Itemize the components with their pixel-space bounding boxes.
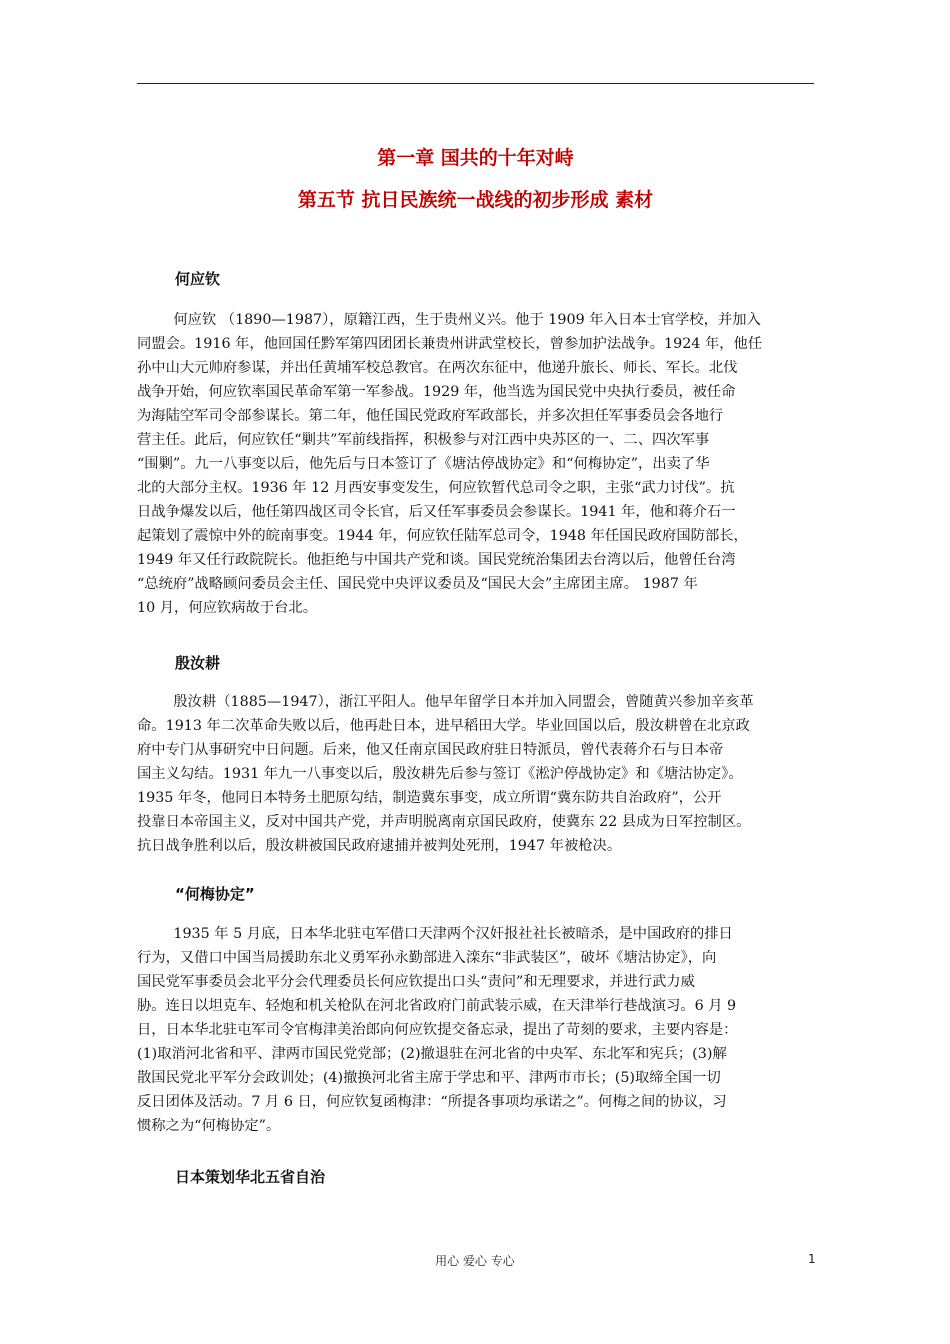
header-rule <box>137 83 814 84</box>
paragraph-line: 1935 年 5 月底，日本华北驻屯军借口天津两个汉奸报社社长被暗杀，是中国政府的排日 <box>137 926 733 942</box>
paragraph-line: 战争开始，何应钦率国民革命军第一军参战。1929 年，他当选为国民党中央执行委员，被任命 <box>137 384 736 400</box>
paragraph-line: 10 月，何应钦病故于台北。 <box>137 600 318 616</box>
section-title: 第五节 抗日民族统一战线的初步形成 素材 <box>297 189 654 211</box>
paragraph-line: 投靠日本帝国主义，反对中国共产党，并声明脱离南京国民政府，使冀东 22 县成为日军控制区。 <box>137 814 751 830</box>
heading-north-china-autonomy: 日本策划华北五省自治 <box>175 1168 326 1186</box>
paragraph-he-yingqin <box>137 308 815 620</box>
paragraph-line: 散国民党北平军分会政训处；(4)撤换河北省主席于学忠和平、津两市市长；(5)取缔全国一切 <box>137 1070 721 1086</box>
paragraph-line: 府中专门从事研究中日问题。后来，他又任南京国民政府驻日特派员，曾代表蒋介石与日本帝 <box>137 742 724 758</box>
paragraph-line: 日战争爆发以后，他任第四战区司令长官，后又任军事委员会参谋长。1941 年，他和蒋介石一 <box>137 504 736 520</box>
paragraph-line: 北的大部分主权。1936 年 12 月西安事变发生，何应钦暂代总司令之职，主张“武力讨伐”。抗 <box>137 480 735 496</box>
heading-yin-rugeng: 殷汝耕 <box>175 654 221 672</box>
paragraph-line: 1935 年冬，他同日本特务土肥原勾结，制造冀东事变，成立所谓“冀东防共自治政府”，公开 <box>137 790 722 806</box>
paragraph-line: (1)取消河北省和平、津两市国民党党部；(2)撤退驻在河北省的中央军、东北军和宪兵；(3)解 <box>137 1046 727 1062</box>
paragraph-line: 胁。连日以坦克车、轻炮和机关枪队在河北省政府门前武装示威，在天津举行巷战演习。6 月 9 <box>137 998 737 1014</box>
paragraph-line: 殷汝耕（1885—1947），浙江平阳人。他早年留学日本并加入同盟会，曾随黄兴参加辛亥革 <box>137 694 754 710</box>
paragraph-line: 营主任。此后，何应钦任“剿共”军前线指挥，积极参与对江西中央苏区的一、二、四次军事 <box>137 432 710 448</box>
paragraph-line: “总统府”战略顾问委员会主任、国民党中央评议委员及“国民大会”主席团主席。 1987 年 <box>137 576 698 592</box>
chapter-title: 第一章 国共的十年对峙 <box>377 147 574 169</box>
paragraph-line: “围剿”。九一八事变以后，他先后与日本签订了《塘沽停战协定》和“何梅协定”，出卖了华 <box>137 456 710 472</box>
paragraph-line: 国民党军事委员会北平分会代理委员长何应钦提出口头“责问”和无理要求，并进行武力威 <box>137 974 695 990</box>
paragraph-line: 国主义勾结。1931 年九一八事变以后，殷汝耕先后参与签订《淞沪停战协定》和《塘沽协定》。 <box>137 766 743 782</box>
paragraph-line: 同盟会。1916 年，他回国任黔军第四团团长兼贵州讲武堂校长，曾参加护法战争。1924 年，他任 <box>137 336 763 352</box>
paragraph-line: 命。1913 年二次革命失败以后，他再赴日本，进早稻田大学。毕业回国以后，殷汝耕曾在北京政 <box>137 718 750 734</box>
paragraph-yin-rugeng <box>137 690 815 858</box>
paragraph-line: 反日团体及活动。7 月 6 日，何应钦复函梅津：“所提各事项均承诺之”。何梅之间的协议，习 <box>137 1094 727 1110</box>
heading-he-mei-agreement: “何梅协定” <box>175 885 255 903</box>
paragraph-line: 日，日本华北驻屯军司令官梅津美治郎向何应钦提交备忘录，提出了苛刻的要求，主要内容是： <box>137 1022 738 1038</box>
paragraph-line: 何应钦 （1890—1987），原籍江西，生于贵州义兴。他于 1909 年入日本士官学校，并加入 <box>137 312 761 328</box>
paragraph-line: 起策划了震惊中外的皖南事变。1944 年，何应钦任陆军总司令，1948 年任国民政府国防部长， <box>137 528 748 544</box>
paragraph-line: 1949 年又任行政院院长。他拒绝与中国共产党和谈。国民党统治集团去台湾以后，他曾任台湾 <box>137 552 736 568</box>
heading-he-yingqin: 何应钦 <box>175 270 221 288</box>
page-number: 1 <box>808 1252 816 1266</box>
paragraph-line: 惯称之为“何梅协定”。 <box>137 1118 281 1134</box>
page-footer: 用心 爱心 专心 <box>435 1254 515 1268</box>
paragraph-line: 为海陆空军司令部参谋长。第二年，他任国民党政府军政部长，并多次担任军事委员会各地行 <box>137 408 724 424</box>
paragraph-line: 孙中山大元帅府参谋，并出任黄埔军校总教官。在两次东征中，他递升旅长、师长、军长。北伐 <box>137 360 738 376</box>
paragraph-line: 抗日战争胜利以后，殷汝耕被国民政府逮捕并被判处死刑，1947 年被枪决。 <box>137 838 622 854</box>
paragraph-he-mei-agreement <box>137 922 815 1138</box>
paragraph-line: 行为，又借口中国当局援助东北义勇军孙永勤部进入滦东“非武装区”，破坏《塘沽协定》，向 <box>137 950 717 966</box>
